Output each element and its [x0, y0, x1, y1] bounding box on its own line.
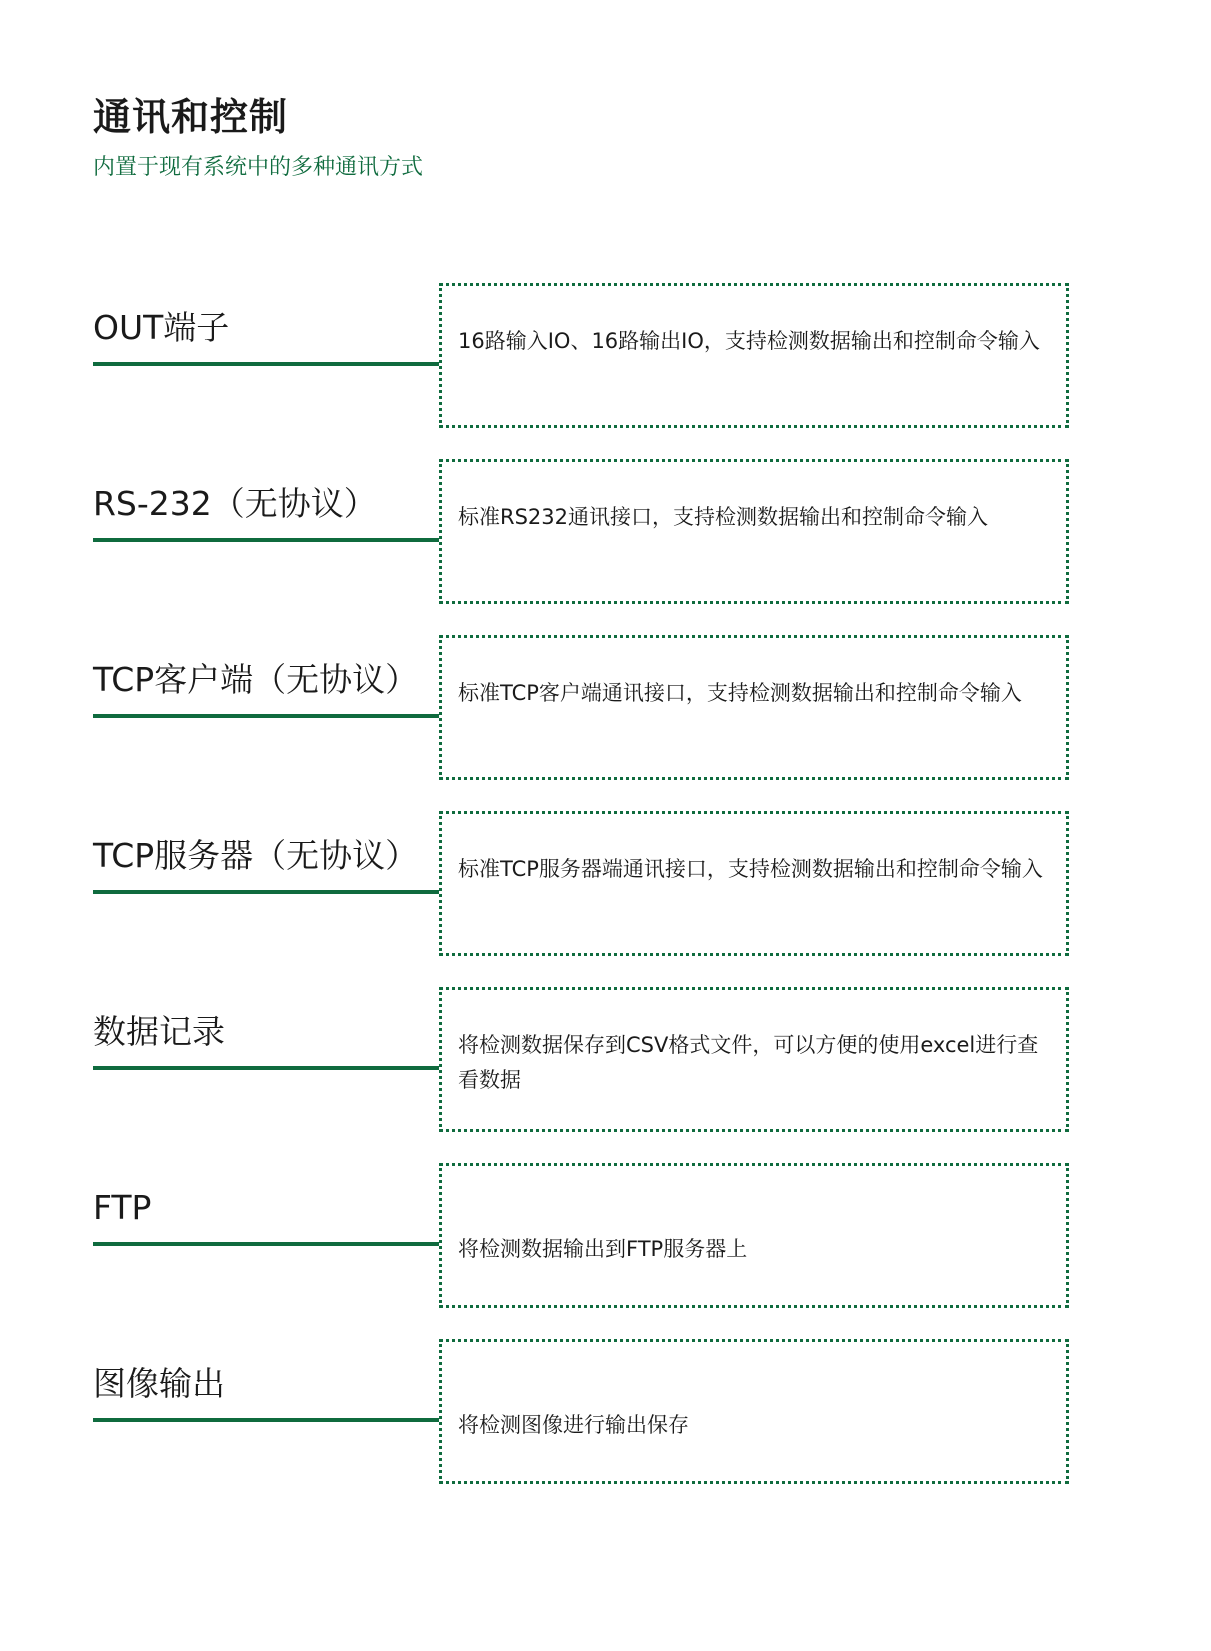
list-item: [93, 459, 1083, 635]
feature-label-underline: [93, 1339, 439, 1422]
feature-description-box: [439, 283, 1069, 428]
list-item: [93, 987, 1083, 1163]
feature-label: RS-232（无协议）: [93, 484, 377, 523]
feature-label: 数据记录: [93, 1012, 225, 1051]
feature-description-box: [439, 635, 1069, 780]
feature-description-box: [439, 1163, 1069, 1308]
feature-label: OUT端子: [93, 308, 230, 347]
feature-description: 16路输入IO、16路输出IO，支持检测数据输出和控制命令输入: [458, 329, 1040, 353]
feature-label: TCP客户端（无协议）: [93, 660, 419, 699]
feature-description: 标准TCP客户端通讯接口，支持检测数据输出和控制命令输入: [458, 681, 1022, 705]
feature-label-underline: [93, 459, 439, 542]
list-item: [93, 635, 1083, 811]
feature-label: 图像输出: [93, 1364, 225, 1403]
feature-label: TCP服务器（无协议）: [93, 836, 419, 875]
feature-label: FTP: [93, 1188, 152, 1227]
feature-description-box: [439, 459, 1069, 604]
feature-label-underline: [93, 987, 439, 1070]
list-item: [93, 1163, 1083, 1339]
feature-label-underline: [93, 283, 439, 366]
list-item: [93, 811, 1083, 987]
feature-description-box: [439, 1339, 1069, 1484]
feature-label-underline: [93, 811, 439, 894]
feature-description: 将检测数据输出到FTP服务器上: [458, 1237, 748, 1261]
page-title: 通讯和控制: [93, 95, 289, 139]
feature-description: 标准RS232通讯接口，支持检测数据输出和控制命令输入: [458, 505, 989, 529]
feature-list: [93, 283, 1083, 1515]
feature-description: 将检测图像进行输出保存: [458, 1413, 689, 1437]
list-item: [93, 283, 1083, 459]
feature-description: 将检测数据保存到CSV格式文件，可以方便的使用excel进行查看数据: [458, 1033, 1039, 1092]
list-item: [93, 1339, 1083, 1515]
feature-description-box: [439, 811, 1069, 956]
feature-label-underline: [93, 635, 439, 718]
feature-description-box: [439, 987, 1069, 1132]
page-subtitle: 内置于现有系统中的多种通讯方式: [93, 155, 424, 180]
feature-description: 标准TCP服务器端通讯接口，支持检测数据输出和控制命令输入: [458, 857, 1043, 881]
feature-label-underline: [93, 1163, 439, 1246]
